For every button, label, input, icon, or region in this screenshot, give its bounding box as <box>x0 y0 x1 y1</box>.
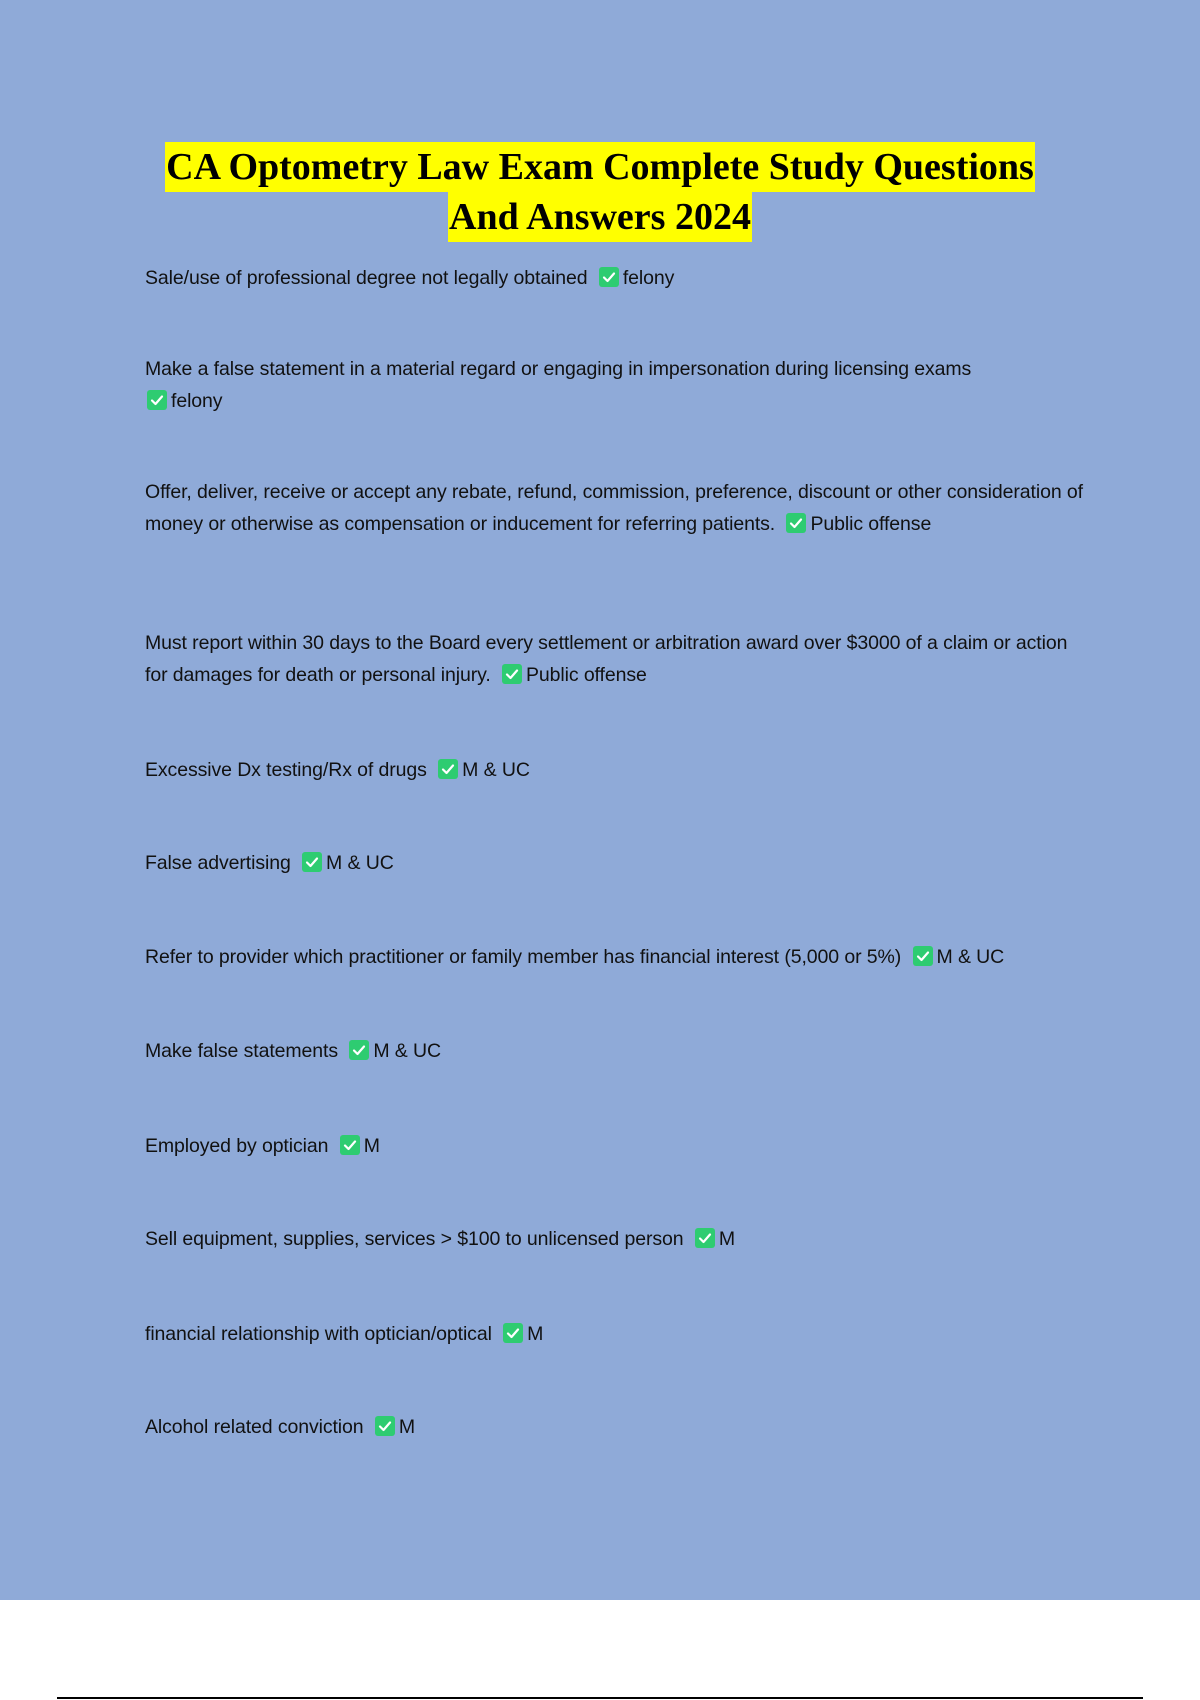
qa-item <box>145 847 1085 879</box>
qa-question: Refer to provider which practitioner or family member has financial interest (5,000 or 5%) <box>145 946 902 968</box>
check-mark-icon <box>147 390 167 410</box>
qa-answer: M <box>363 1135 380 1157</box>
title-line-1: CA Optometry Law Exam Complete Study Questions <box>165 142 1035 192</box>
qa-answer: M <box>718 1228 735 1250</box>
check-mark-icon <box>695 1228 715 1248</box>
check-mark-icon <box>786 513 806 533</box>
check-mark-icon <box>375 1416 395 1436</box>
check-mark-icon <box>438 759 458 779</box>
qa-question: Sell equipment, supplies, services > $100 to unlicensed person <box>145 1228 684 1250</box>
qa-item <box>145 1035 1085 1067</box>
qa-item <box>145 1318 1085 1350</box>
qa-answer: M & UC <box>462 759 530 781</box>
qa-answer: Public offense <box>525 664 647 686</box>
qa-question: Make a false statement in a material regard or engaging in impersonation during licensing exams <box>145 358 972 380</box>
check-mark-icon <box>349 1040 369 1060</box>
qa-item <box>145 1411 1085 1443</box>
qa-answer: felony <box>622 267 675 289</box>
qa-question: Make false statements <box>145 1040 338 1062</box>
footer-divider <box>57 1697 1143 1699</box>
qa-question: Excessive Dx testing/Rx of drugs <box>145 759 427 781</box>
qa-question: False advertising <box>145 852 291 874</box>
qa-answer: M & UC <box>373 1040 441 1062</box>
qa-answer: M <box>527 1323 544 1345</box>
qa-question: Alcohol related conviction <box>145 1416 364 1438</box>
qa-question: Sale/use of professional degree not legally obtained <box>145 267 588 289</box>
qa-question: financial relationship with optician/optical <box>145 1323 492 1345</box>
check-mark-icon <box>502 664 522 684</box>
qa-item <box>145 627 1085 691</box>
qa-item <box>145 941 1085 973</box>
qa-answer: M & UC <box>936 946 1005 968</box>
qa-question: Offer, deliver, receive or accept any rebate, refund, commission, preference, discount or other consideration of money or otherwise as compensation or inducement for referring patients. <box>145 481 1083 535</box>
qa-item <box>145 1223 1085 1255</box>
qa-question: Employed by optician <box>145 1135 329 1157</box>
check-mark-icon <box>913 946 933 966</box>
check-mark-icon <box>340 1135 360 1155</box>
check-mark-icon <box>599 267 619 287</box>
qa-item <box>145 262 1085 294</box>
qa-item <box>145 353 1085 417</box>
qa-answer: M & UC <box>326 852 394 874</box>
qa-answer: felony <box>171 390 223 412</box>
qa-item <box>145 476 1085 540</box>
title-line-2: And Answers 2024 <box>448 192 752 242</box>
qa-answer: Public offense <box>810 513 932 535</box>
document-title <box>0 142 1200 242</box>
qa-item <box>145 754 1085 786</box>
qa-item <box>145 1130 1085 1162</box>
check-mark-icon <box>302 852 322 872</box>
qa-answer: M <box>398 1416 416 1438</box>
qa-question: Must report within 30 days to the Board every settlement or arbitration award over $3000 of a claim or action for damages for death or personal injury. <box>145 632 1068 686</box>
check-mark-icon <box>503 1323 523 1343</box>
